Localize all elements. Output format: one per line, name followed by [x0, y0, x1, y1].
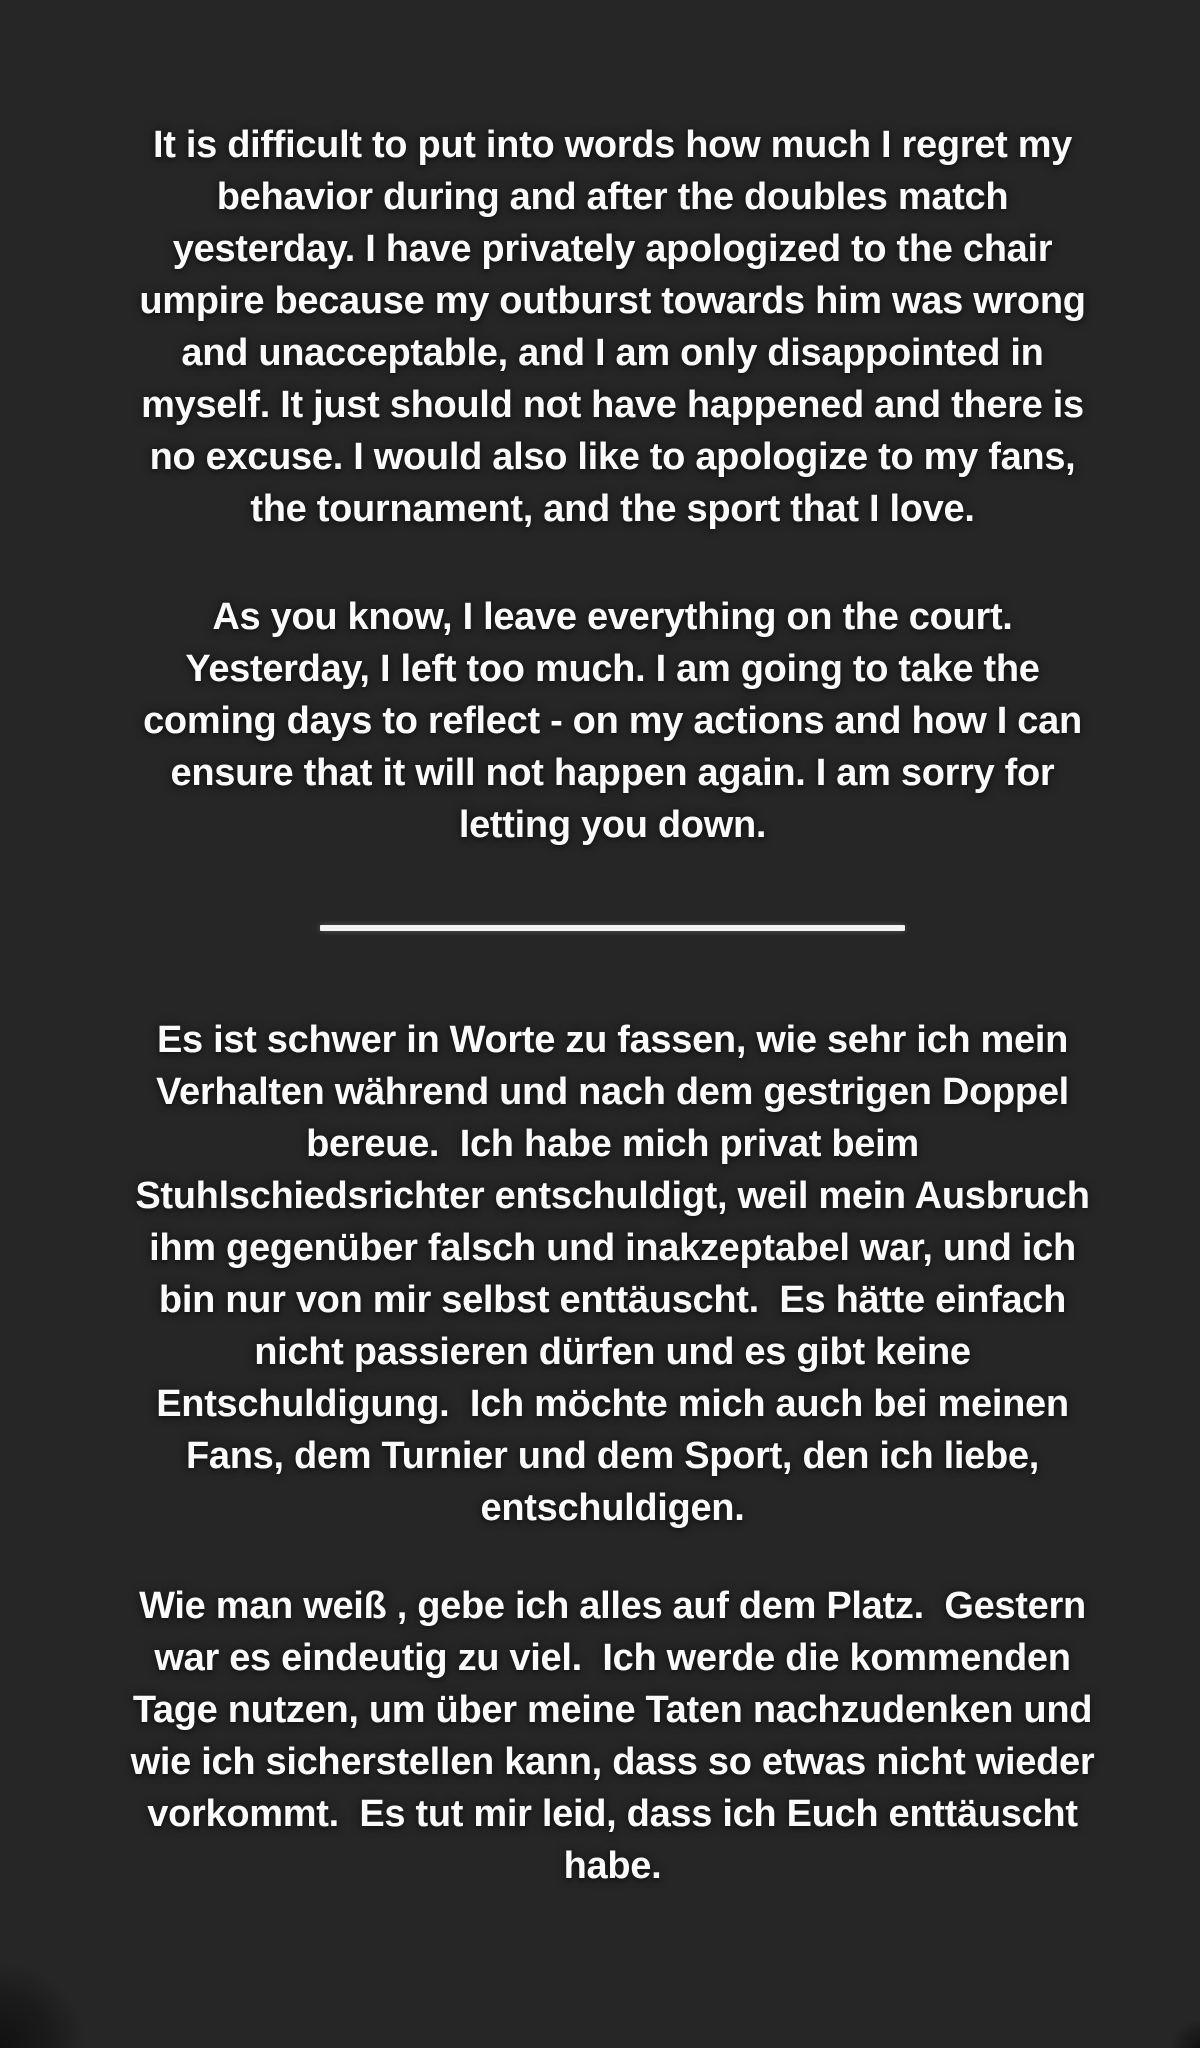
text-line: nicht passieren dürfen und es gibt keine [254, 1331, 971, 1373]
text-line: behavior during and after the doubles match [216, 176, 1009, 218]
text-line: entschuldigen. [480, 1487, 745, 1529]
text-line: Tage nutzen, um über meine Taten nachzudenken und [132, 1689, 1093, 1731]
text-line: wie ich sicherstellen kann, dass so etwas nicht wieder [130, 1741, 1095, 1783]
text-line: Wie man weiß , gebe ich alles auf dem Platz. Gestern [139, 1585, 1086, 1627]
text-line: war es eindeutig zu viel. Ich werde die kommenden [154, 1637, 1071, 1679]
english-paragraph-2 [25, 591, 1200, 851]
text-line: letting you down. [458, 804, 767, 846]
text-line: It is difficult to put into words how much I regret my [152, 124, 1073, 166]
text-line: Verhalten während und nach dem gestrigen Doppel [156, 1071, 1069, 1113]
divider-line [320, 925, 905, 931]
text-line: bin nur von mir selbst enttäuscht. Es hätte einfach [158, 1279, 1067, 1321]
text-line: myself. It just should not have happened and there is [141, 384, 1084, 426]
text-line: Fans, dem Turnier und dem Sport, den ich liebe, [186, 1435, 1039, 1477]
text-line: ihm gegenüber falsch und inakzeptabel war, und ich [149, 1227, 1076, 1269]
german-paragraph-1 [25, 1014, 1200, 1534]
text-line: and unacceptable, and I am only disappointed in [181, 332, 1044, 374]
text-line: yesterday. I have privately apologized to the chair [172, 228, 1053, 270]
text-line: no excuse. I would also like to apologize to my fans, [149, 436, 1076, 478]
text-line: coming days to reflect - on my actions and how I can [143, 700, 1082, 742]
text-line: As you know, I leave everything on the court. [212, 596, 1013, 638]
text-line: Entschuldigung. Ich möchte mich auch bei meinen [156, 1383, 1069, 1425]
text-line: ensure that it will not happen again. I am sorry for [170, 752, 1055, 794]
english-paragraph-1 [25, 119, 1200, 535]
text-line: habe. [563, 1845, 662, 1887]
text-line: bereue. Ich habe mich privat beim [306, 1123, 919, 1165]
text-line: Stuhlschiedsrichter entschuldigt, weil mein Ausbruch [135, 1175, 1090, 1217]
text-line: Es ist schwer in Worte zu fassen, wie sehr ich mein [156, 1019, 1069, 1061]
text-line: vorkommt. Es tut mir leid, dass ich Euch enttäuscht [147, 1793, 1078, 1835]
german-paragraph-2 [25, 1580, 1200, 1892]
statement-text [25, 119, 1200, 1892]
text-line: the tournament, and the sport that I love. [250, 488, 975, 530]
text-line: umpire because my outburst towards him was wrong [139, 280, 1086, 322]
text-line: Yesterday, I left too much. I am going to take the [185, 648, 1040, 690]
